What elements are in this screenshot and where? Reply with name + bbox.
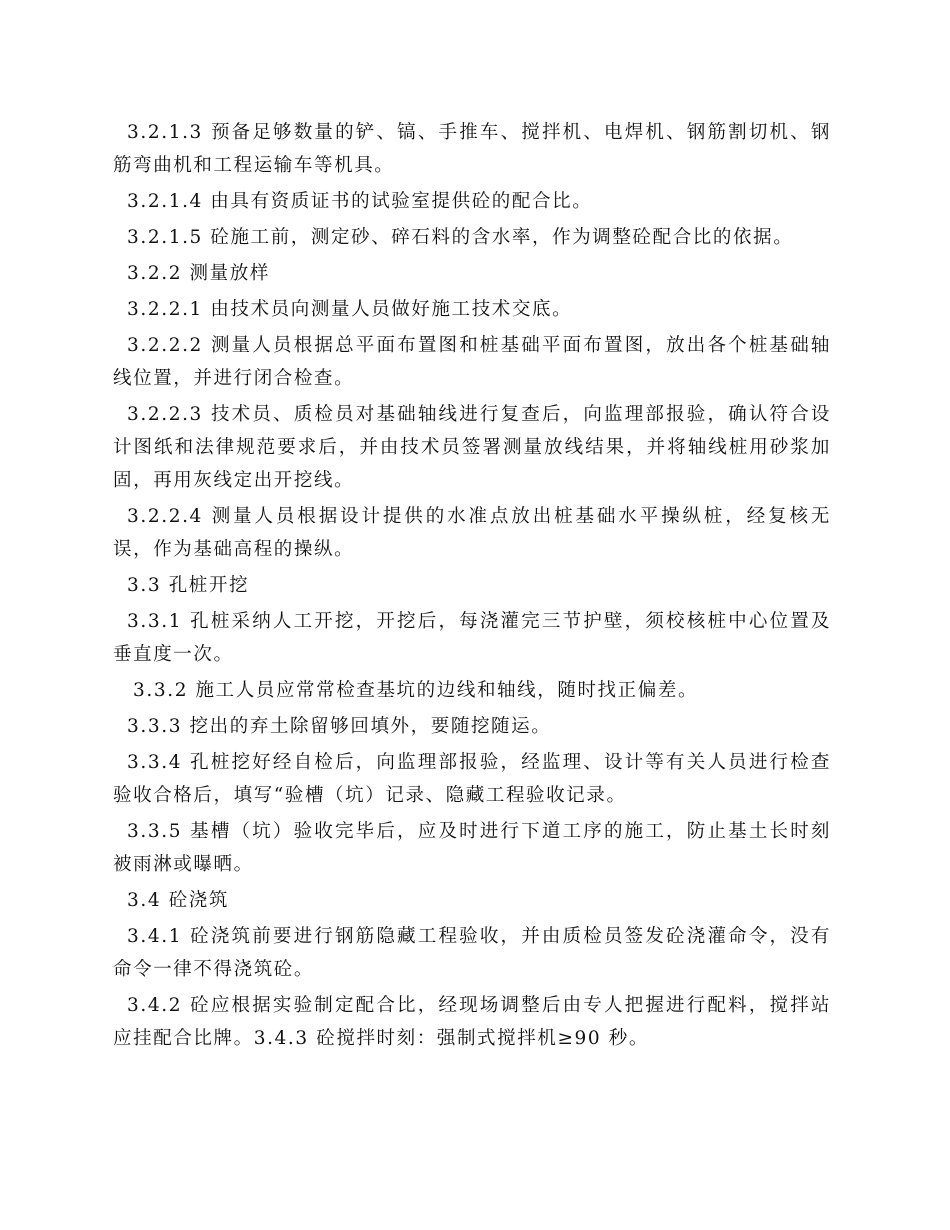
paragraph-3-2-2-4: 3.2.2.4 测量人员根据设计提供的水准点放出桩基础水平操纵桩，经复核无误，作为基础高程的操纵。 [113,506,831,560]
paragraph-3-2-2-2: 3.2.2.2 测量人员根据总平面布置图和桩基础平面布置图，放出各个桩基础轴线位置，并进行闭合检查。 [113,335,831,389]
document-body [113,116,831,1058]
paragraph-3-2-1-4: 3.2.1.4 由具有资质证书的试验室提供砼的配合比。 [127,191,593,212]
paragraph-3-3-3: 3.3.3 挖出的弃土除留够回填外，要随挖随运。 [127,716,552,737]
paragraph-3-3-5: 3.3.5 基槽（坑）验收完毕后，应及时进行下道工序的施工，防止基土长时刻被雨淋或曝晒。 [113,821,831,875]
paragraph-3-2-1-3: 3.2.1.3 预备足够数量的铲、镐、手推车、搅拌机、电焊机、钢筋割切机、钢筋弯曲机和工程运输车等机具。 [113,122,831,176]
paragraph-3-4-2: 3.4.2 砼应根据实验制定配合比，经现场调整后由专人把握进行配料，搅拌站应挂配合比牌。3.4.3 砼搅拌时刻：强制式搅拌机≥90 秒。 [113,995,831,1049]
paragraph-3-3-1: 3.3.1 孔桩采纳人工开挖，开挖后，每浇灌完三节护壁，须校核桩中心位置及垂直度一次。 [113,611,831,665]
paragraph-3-2-1-5: 3.2.1.5 砼施工前，测定砂、碎石料的含水率，作为调整砼配合比的依据。 [127,227,794,248]
section-heading-3-4: 3.4 砼浇筑 [127,890,230,911]
paragraph-3-2-2-3: 3.2.2.3 技术员、质检员对基础轴线进行复查后，向监理部报验，确认符合设计图纸和法律规范要求后，并由技术员签署测量放线结果，并将轴线桩用砂浆加固，再用灰线定出开挖线。 [113,404,831,491]
paragraph-3-2-2-1: 3.2.2.1 由技术员向测量人员做好施工技术交底。 [127,299,573,320]
section-heading-3-2-2: 3.2.2 测量放样 [127,263,270,284]
paragraph-3-3-2: 3.3.2 施工人员应常常检查基坑的边线和轴线，随时找正偏差。 [133,680,699,701]
section-heading-3-3: 3.3 孔桩开挖 [127,575,250,596]
paragraph-3-3-4: 3.3.4 孔桩挖好经自检后，向监理部报验，经监理、设计等有关人员进行检查验收合格后，填写“验槽（坑）记录、隐藏工程验收记录。 [113,752,831,806]
paragraph-3-4-1: 3.4.1 砼浇筑前要进行钢筋隐藏工程验收，并由质检员签发砼浇灌命令，没有命令一律不得浇筑砼。 [113,926,831,980]
